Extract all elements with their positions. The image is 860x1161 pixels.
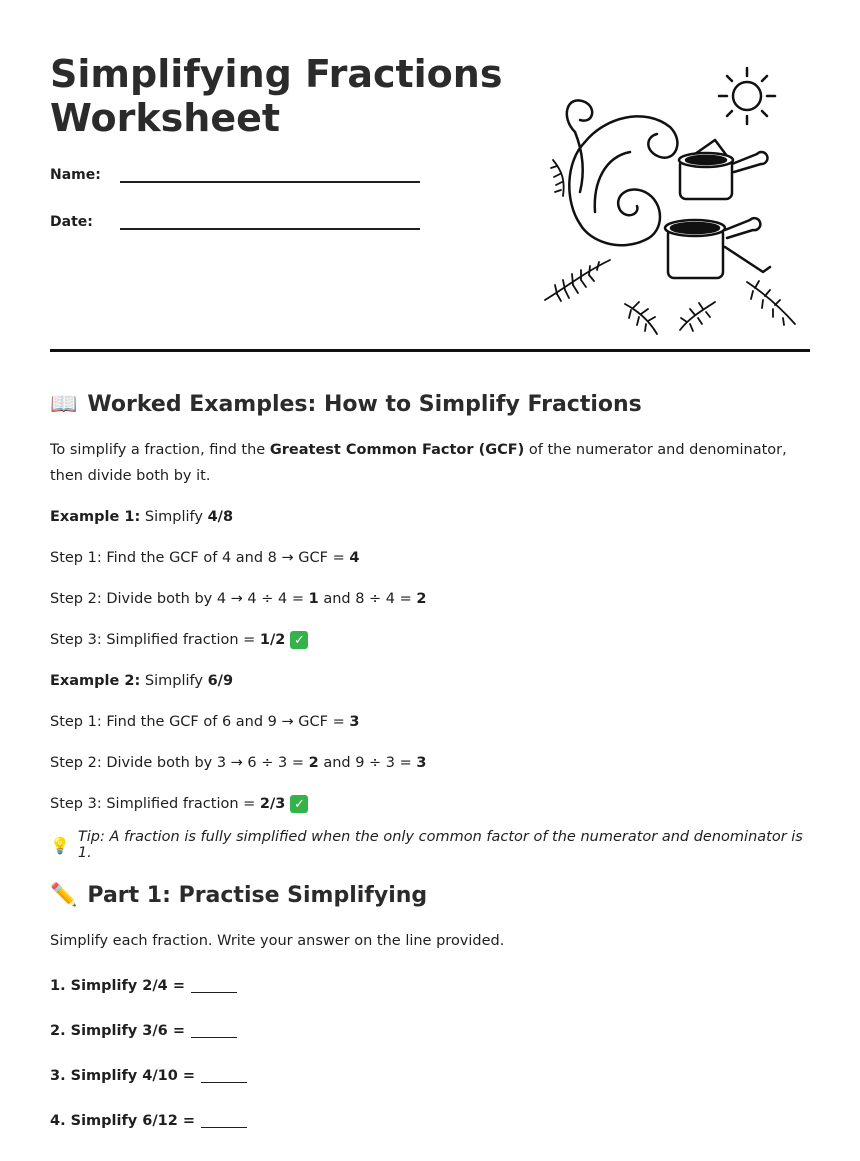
answer-blank[interactable] [191, 980, 237, 993]
problem-text: 1. Simplify 2/4 = [50, 978, 185, 994]
date-line[interactable] [120, 228, 420, 230]
tip-note [50, 829, 810, 861]
example-label: Example 2: [50, 673, 141, 689]
example-1-step-1 [50, 545, 810, 571]
problem-text: 2. Simplify 3/6 = [50, 1023, 185, 1039]
pots-icon [665, 140, 770, 278]
answer-blank[interactable] [201, 1070, 247, 1083]
step-text: Step 1: Find the GCF of 6 and 9 → GCF = [50, 714, 350, 730]
example-1-step-3 [50, 627, 810, 653]
intro-gcf-term: Greatest Common Factor (GCF) [269, 442, 525, 458]
open-book-icon: 📖 [50, 392, 78, 417]
example-text: Simplify [140, 509, 208, 525]
step-text: and 8 ÷ 4 = [318, 591, 417, 607]
problem-1 [50, 973, 810, 999]
step-result: 1/2 [259, 632, 286, 648]
example-fraction: 6/9 [207, 673, 234, 689]
example-fraction: 4/8 [207, 509, 234, 525]
part-1-section [50, 876, 810, 1134]
name-label: Name: [50, 167, 101, 183]
problem-2 [50, 1018, 810, 1044]
step-result: 4 [349, 550, 360, 566]
worked-examples-heading [50, 385, 810, 425]
example-2-step-2 [50, 750, 810, 776]
step-result: 3 [416, 755, 427, 771]
name-line[interactable] [120, 181, 420, 183]
problem-4 [50, 1108, 810, 1134]
step-text: Step 3: Simplified fraction = [50, 632, 260, 648]
example-1-title [50, 504, 810, 530]
step-text: Step 2: Divide both by 3 → 6 ÷ 3 = [50, 755, 309, 771]
date-label: Date: [50, 214, 93, 230]
title-line-1: Simplifying Fractions [50, 52, 503, 96]
swirl-icon [567, 100, 678, 245]
lightbulb-icon: 💡 [50, 835, 70, 855]
header-divider [50, 349, 810, 352]
step-text: Step 3: Simplified fraction = [50, 796, 260, 812]
example-1-step-2 [50, 586, 810, 612]
answer-blank[interactable] [191, 1025, 237, 1038]
worked-examples-section [50, 385, 810, 861]
worked-examples-heading-text: Worked Examples: How to Simplify Fractions [87, 392, 642, 417]
step-result: 3 [349, 714, 360, 730]
worksheet-header [50, 52, 810, 352]
check-mark-icon: ✓ [290, 795, 308, 813]
date-field[interactable] [50, 213, 430, 243]
name-field[interactable] [50, 166, 430, 196]
example-2-title [50, 668, 810, 694]
step-result: 2 [416, 591, 427, 607]
problem-3 [50, 1063, 810, 1089]
example-2-step-3 [50, 791, 810, 817]
intro-paragraph [50, 437, 810, 489]
page-title [50, 52, 510, 140]
step-result: 2/3 [259, 796, 286, 812]
answer-blank[interactable] [201, 1115, 247, 1128]
problem-text: 3. Simplify 4/10 = [50, 1068, 196, 1084]
worksheet-content [50, 385, 810, 1134]
cooking-illustration [535, 62, 810, 337]
step-text: and 9 ÷ 3 = [318, 755, 417, 771]
part-1-instructions: Simplify each fraction. Write your answer on the line provided. [50, 933, 505, 949]
sun-icon [719, 68, 775, 124]
problem-text: 4. Simplify 6/12 = [50, 1113, 196, 1129]
step-text: Step 2: Divide both by 4 → 4 ÷ 4 = [50, 591, 309, 607]
intro-text-end: of the numerator and denominator, then divide both by it. [50, 442, 787, 484]
pencil-icon: ✏️ [50, 883, 78, 908]
title-line-2: Worksheet [50, 96, 281, 140]
step-text: Step 1: Find the GCF of 4 and 8 → GCF = [50, 550, 350, 566]
intro-text-start: To simplify a fraction, find the [50, 442, 270, 458]
part-1-heading-text: Part 1: Practise Simplifying [87, 883, 428, 908]
part-1-heading [50, 876, 810, 916]
step-result: 2 [308, 755, 319, 771]
check-mark-icon: ✓ [290, 631, 308, 649]
tip-text: Tip: A fraction is fully simplified when the only common factor of the numerator and denominator is 1. [77, 829, 803, 861]
example-text: Simplify [140, 673, 208, 689]
example-2-step-1 [50, 709, 810, 735]
example-label: Example 1: [50, 509, 141, 525]
step-result: 1 [308, 591, 319, 607]
